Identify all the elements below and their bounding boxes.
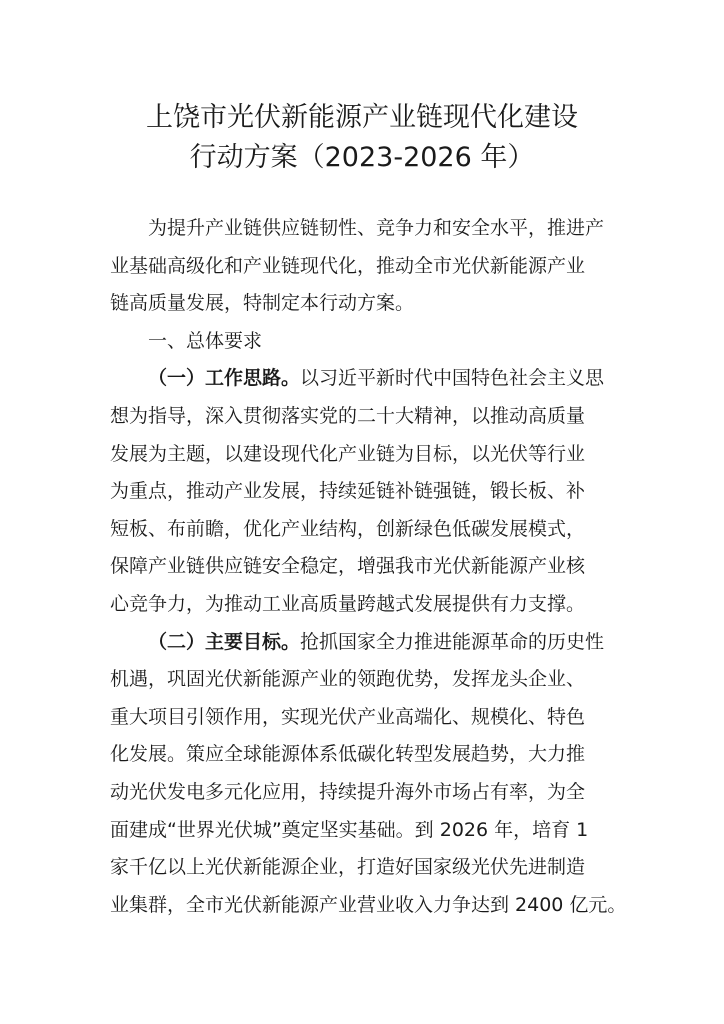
intro-paragraph xyxy=(110,210,620,323)
subsection-1-line: 保障产业链供应链安全稳定，增强我市光伏新能源产业核 xyxy=(110,555,586,578)
section-heading xyxy=(110,323,620,361)
subsection-2-label: （二）主要目标。 xyxy=(148,630,301,653)
subsection-2-line: 重大项目引领作用，实现光伏产业高端化、规模化、特色 xyxy=(110,705,586,728)
subsection-1-line: 想为指导，深入贯彻落实党的二十大精神，以推动高质量 xyxy=(110,404,586,427)
subsection-1-paragraph xyxy=(110,360,620,623)
subsection-2-first-line xyxy=(110,624,620,662)
document-body xyxy=(110,210,627,924)
subsection-2-line: 业集群，全市光伏新能源产业营业收入力争达到 2400 亿元。 xyxy=(110,893,627,916)
subsection-1-line: 心竞争力，为推动工业高质量跨越式发展提供有力支撑。 xyxy=(110,592,586,615)
subsection-2-line: 动光伏发电多元化应用，持续提升海外市场占有率，为全 xyxy=(110,780,586,803)
subsection-2-paragraph xyxy=(110,624,627,925)
document-title-line-2: 行动方案（2023-2026 年） xyxy=(189,142,535,173)
subsection-1-label: （一）工作思路。 xyxy=(148,367,301,390)
subsection-1-first-text: 以习近平新时代中国特色社会主义思 xyxy=(300,367,605,390)
document-title-line-1: 上饶市光伏新能源产业链现代化建设 xyxy=(146,102,578,133)
subsection-1-line: 短板、布前瞻，优化产业结构，创新绿色低碳发展模式， xyxy=(110,517,586,540)
subsection-2-line: 家千亿以上光伏新能源企业，打造好国家级光伏先进制造 xyxy=(110,856,586,879)
subsection-2-line: 化发展。策应全球能源体系低碳化转型发展趋势，大力推 xyxy=(110,743,586,766)
intro-line: 业基础高级化和产业链现代化，推动全市光伏新能源产业 xyxy=(110,254,586,277)
intro-line: 链高质量发展，特制定本行动方案。 xyxy=(110,292,415,315)
section-1-heading: 一、总体要求 xyxy=(148,329,263,352)
subsection-1-first-line xyxy=(110,360,620,398)
subsection-2-line: 面建成“世界光伏城”奠定坚实基础。到 2026 年，培育 1 xyxy=(110,818,589,841)
subsection-2-first-text: 抢抓国家全力推进能源革命的历史性 xyxy=(300,630,605,653)
subsection-1-line: 发展为主题，以建设现代化产业链为目标，以光伏等行业 xyxy=(110,442,586,465)
subsection-1-line: 为重点，推动产业发展，持续延链补链强链，锻长板、补 xyxy=(110,480,586,503)
subsection-2-line: 机遇，巩固光伏新能源产业的领跑优势，发挥龙头企业、 xyxy=(110,668,586,691)
intro-line: 为提升产业链供应链韧性、竞争力和安全水平，推进产 xyxy=(148,217,605,239)
